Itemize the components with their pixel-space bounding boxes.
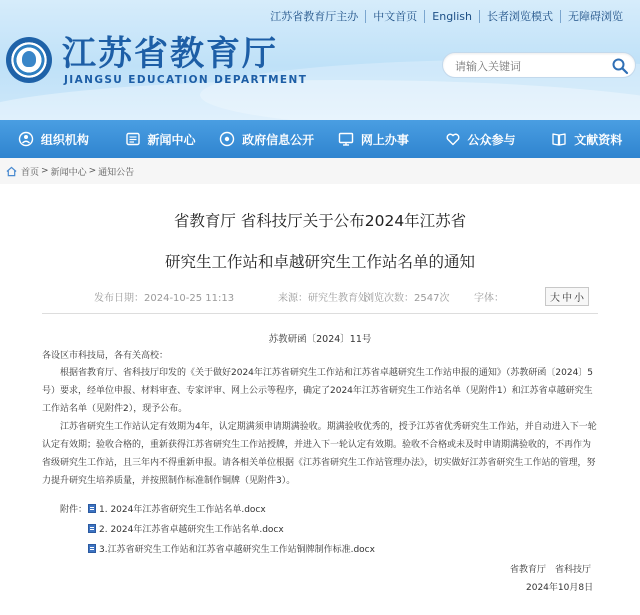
search-icon[interactable] <box>611 57 629 75</box>
salutation: 各设区市科技局，各有关高校： <box>42 351 169 361</box>
site-title[interactable]: 江苏省教育厅 <box>62 34 278 74</box>
top-link-host: 江苏省教育厅主办 <box>270 10 359 23</box>
nav-item-organization[interactable] <box>0 120 107 158</box>
font-size-label: 字体： <box>474 293 504 304</box>
nav-item-public-participation[interactable] <box>427 120 534 158</box>
article <box>0 184 640 615</box>
nav-item-news[interactable] <box>107 120 214 158</box>
attachment-link-1[interactable] <box>88 502 266 515</box>
document-number: 苏教研函〔2024〕11号 <box>268 334 372 345</box>
org-icon <box>18 131 34 147</box>
top-links <box>263 10 630 23</box>
breadcrumb <box>0 158 640 184</box>
search-input[interactable] <box>455 57 605 75</box>
nav-item-documents[interactable] <box>533 120 640 158</box>
book-icon <box>551 131 567 147</box>
top-link-english[interactable]: English <box>424 10 479 23</box>
doc-icon <box>88 544 96 553</box>
attachment-name: 1. 2024年江苏省研究生工作站名单.docx <box>99 505 266 515</box>
nav-label: 文献资料 <box>574 132 623 147</box>
nav-label: 政府信息公开 <box>242 132 315 147</box>
font-size-switcher <box>545 287 589 306</box>
breadcrumb-news[interactable]: 新闻中心 <box>50 167 87 178</box>
nav-label: 新闻中心 <box>147 132 196 147</box>
breadcrumb-notices[interactable]: 通知公告 <box>98 167 135 178</box>
paragraph-2: 江苏省研究生工作站认定有效期为4年，认定期满须申请期满验收。期满验收优秀的，授予江苏省优秀研究生工作站，并自动进入下一轮认定有效期；验收合格的，重新获得江苏省研究生工作站授牌，并进入下一轮认定有效期。验收不合格或未及时申请期满验收的，不再作为省级研究生工作站，且三年内不得重新申报。请各相关单位根据《江苏省研究生工作站管理办法》，切实做好江苏省研究生工作站的管理，努力提升研究生培养质量，并按照制作标准制作铜牌（见附件3）。 <box>42 422 597 486</box>
nav-label: 公众参与 <box>467 132 516 147</box>
site-subtitle: JIANGSU EDUCATION DEPARTMENT <box>64 74 308 86</box>
top-link-elder-mode[interactable]: 长者浏览模式 <box>479 10 560 23</box>
article-title-line1: 省教育厅 省科技厅关于公布2024年江苏省 <box>173 212 467 230</box>
breadcrumb-home[interactable]: 首页 <box>21 167 40 178</box>
attachment-link-2[interactable] <box>88 522 284 535</box>
search-box <box>442 52 636 78</box>
attachment-name: 3.江苏省研究生工作站和江苏省卓越研究生工作站铜牌制作标准.docx <box>99 545 375 555</box>
site-logo[interactable] <box>6 37 52 83</box>
breadcrumb-separator: > <box>41 166 49 176</box>
doc-icon <box>88 524 96 533</box>
attachment-link-3[interactable] <box>88 542 375 555</box>
font-size-medium[interactable]: 中 <box>562 293 572 304</box>
nav-label: 网上办事 <box>360 132 409 147</box>
top-link-accessibility[interactable]: 无障碍浏览 <box>560 10 630 23</box>
publish-date: 发布日期：2024-10-25 11:13 <box>94 293 235 304</box>
nav-label: 组织机构 <box>40 132 89 147</box>
article-title-line2: 研究生工作站和卓越研究生工作站名单的通知 <box>164 253 475 271</box>
breadcrumb-separator: > <box>88 166 97 176</box>
font-size-large[interactable]: 大 <box>550 293 560 304</box>
attachment-name: 2. 2024年江苏省卓越研究生工作站名单.docx <box>99 525 284 535</box>
doc-icon <box>88 504 96 513</box>
paragraph-1: 根据省教育厅、省科技厅印发的《关于做好2024年江苏省研究生工作站和江苏省卓越研究生工作站申报的通知》（苏教研函〔2024〕5号）要求，经单位申报、材料审查、专家评审、网上公示等程序，确定了2024年江苏省研究生工作站名单（见附件1）和江苏省卓越研究生工作站名单（见附件2），现予公布。 <box>42 368 594 414</box>
signature-org: 省教育厅 省科技厅 <box>510 565 592 575</box>
article-source: 来源：研究生教育处 <box>278 293 368 304</box>
signature-date: 2024年10月8日 <box>526 583 594 593</box>
main-nav <box>0 120 640 158</box>
attachments-label: 附件： <box>60 505 88 515</box>
monitor-icon <box>338 131 354 147</box>
nav-item-gov-info[interactable] <box>213 120 320 158</box>
news-icon <box>125 131 141 147</box>
font-size-small[interactable]: 小 <box>574 293 584 304</box>
article-meta <box>42 280 598 314</box>
top-link-home[interactable]: 中文首页 <box>365 10 424 23</box>
nav-item-online-services[interactable] <box>320 120 427 158</box>
view-count: 浏览次数：2547次 <box>364 293 450 304</box>
heart-icon <box>445 131 461 147</box>
home-icon <box>6 166 17 177</box>
site-header <box>0 0 640 120</box>
info-icon <box>219 131 235 147</box>
